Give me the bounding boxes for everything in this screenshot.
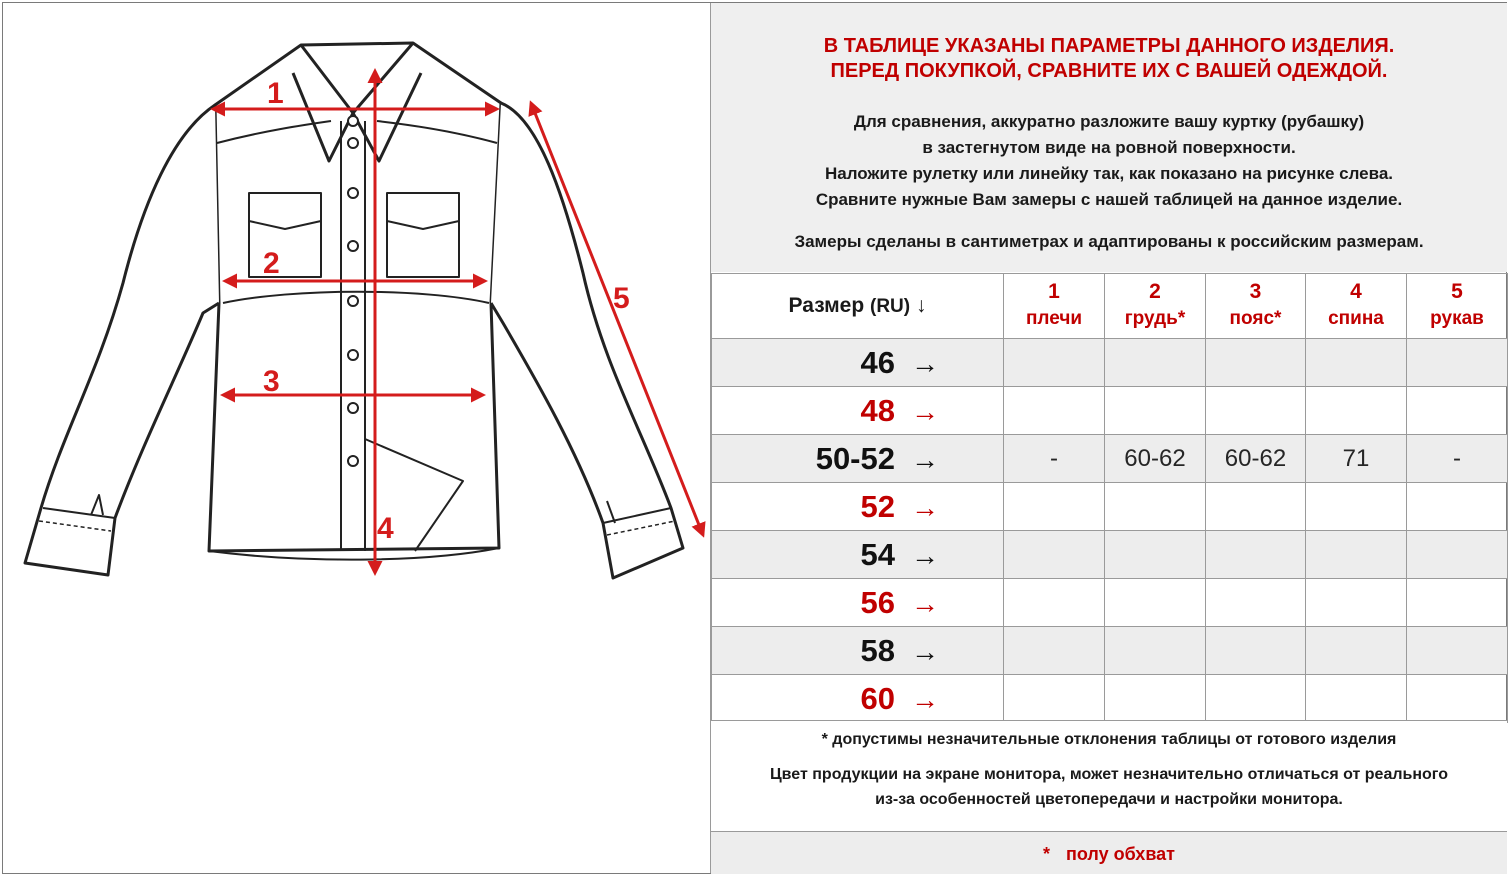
size-cell: [712, 435, 1004, 483]
column-number: 5: [1451, 280, 1463, 303]
value-cell: [1306, 531, 1407, 579]
value-cell: [1004, 675, 1105, 723]
right-arrow-icon: →: [911, 491, 939, 523]
value-cell: [1004, 483, 1105, 531]
value-cell: [1105, 531, 1206, 579]
size-value: 52: [860, 488, 895, 524]
half-girth-label: полу обхват: [1066, 844, 1175, 864]
value-cell: 60-62: [1206, 435, 1306, 483]
value-cell: [1407, 531, 1508, 579]
value-cell: [1206, 339, 1306, 387]
size-value: 56: [860, 584, 895, 620]
value-cell: [1206, 531, 1306, 579]
column-header-back: [1306, 274, 1407, 339]
instruction-line-1: Для сравнения, аккуратно разложите вашу куртку (рубашку): [853, 112, 1365, 131]
table-row: [712, 531, 1508, 579]
value-cell: [1004, 627, 1105, 675]
table-row: [712, 675, 1508, 723]
value-cell: [1105, 387, 1206, 435]
measure-label-1: 1: [267, 77, 284, 110]
right-arrow-icon: →: [911, 347, 939, 379]
right-arrow-icon: →: [911, 395, 939, 427]
table-row: [712, 387, 1508, 435]
value-cell: [1206, 627, 1306, 675]
value-cell: [1306, 387, 1407, 435]
column-header-shoulders: [1004, 274, 1105, 339]
instruction-line-2: в застегнутом виде на ровной поверхности.: [922, 138, 1296, 157]
value-cell: [1105, 579, 1206, 627]
value-cell: [1206, 675, 1306, 723]
value-cell: [1306, 675, 1407, 723]
table-row: [712, 435, 1508, 483]
table-row: [712, 339, 1508, 387]
measure-label-5: 5: [613, 282, 630, 315]
value-cell: [1306, 627, 1407, 675]
value-cell: [1004, 531, 1105, 579]
column-header-sleeve: [1407, 274, 1508, 339]
notes-box: [711, 720, 1507, 832]
column-number: 3: [1249, 280, 1262, 303]
column-label: рукав: [1430, 308, 1484, 329]
size-cell: [712, 387, 1004, 435]
size-value: 58: [860, 632, 895, 668]
value-cell: [1306, 483, 1407, 531]
value-cell: [1105, 339, 1206, 387]
column-number: 1: [1048, 280, 1060, 303]
column-number: 4: [1350, 280, 1362, 303]
size-value: 60: [860, 680, 895, 716]
footer-box: [711, 831, 1507, 874]
instruction-line-3: Наложите рулетку или линейку так, как показано на рисунке слева.: [824, 164, 1394, 183]
size-header-suffix: (RU): [870, 296, 911, 317]
size-cell: [712, 579, 1004, 627]
size-cell: [712, 675, 1004, 723]
measure-label-3: 3: [263, 365, 280, 398]
size-cell: [712, 531, 1004, 579]
value-cell: -: [1407, 435, 1508, 483]
color-note-line-2: из-за особенностей цветопередачи и настройки монитора.: [875, 791, 1343, 808]
info-box: [711, 3, 1507, 272]
title-line-2: ПЕРЕД ПОКУПКОЙ, СРАВНИТЕ ИХ С ВАШЕЙ ОДЕЖДОЙ.: [830, 60, 1388, 82]
column-header-waist: [1206, 274, 1306, 339]
column-label: плечи: [1025, 308, 1083, 329]
size-header-label: Размер: [788, 294, 865, 317]
value-cell: [1206, 483, 1306, 531]
value-cell: [1306, 339, 1407, 387]
value-cell: [1004, 579, 1105, 627]
value-cell: [1105, 627, 1206, 675]
size-column-header: [712, 274, 1004, 339]
size-value: 54: [860, 536, 895, 572]
value-cell: [1004, 387, 1105, 435]
shirt-diagram: [3, 3, 710, 873]
asterisk: *: [1043, 844, 1051, 864]
measure-label-4: 4: [377, 512, 394, 545]
shirt-diagram-panel: [3, 3, 710, 873]
column-header-chest: [1105, 274, 1206, 339]
value-cell: [1407, 579, 1508, 627]
value-cell: [1407, 675, 1508, 723]
column-number: 2: [1149, 280, 1161, 303]
value-cell: [1407, 387, 1508, 435]
value-cell: [1004, 339, 1105, 387]
deviation-note: * допустимы незначительные отклонения таблицы от готового изделия: [821, 731, 1397, 748]
units-note: Замеры сделаны в сантиметрах и адаптированы к российским размерам.: [794, 232, 1424, 251]
value-cell: [1407, 627, 1508, 675]
value-cell: [1206, 579, 1306, 627]
title-line-1: В ТАБЛИЦЕ УКАЗАНЫ ПАРАМЕТРЫ ДАННОГО ИЗДЕЛИЯ.: [823, 35, 1395, 57]
column-label: пояс*: [1229, 308, 1282, 329]
size-cell: [712, 483, 1004, 531]
value-cell: [1105, 675, 1206, 723]
footer-note: [711, 844, 1507, 865]
size-value: 48: [860, 392, 895, 428]
right-arrow-icon: →: [911, 587, 939, 619]
right-arrow-icon: →: [911, 443, 939, 475]
right-arrow-icon: →: [911, 683, 939, 715]
size-info-panel: [711, 3, 1507, 873]
value-cell: [1407, 483, 1508, 531]
size-value: 50-52: [815, 440, 895, 476]
right-arrow-icon: →: [911, 635, 939, 667]
table-row: [712, 579, 1508, 627]
value-cell: [1206, 387, 1306, 435]
size-value: 46: [860, 344, 895, 380]
color-note-line-1: Цвет продукции на экране монитора, может незначительно отличаться от реального: [769, 766, 1449, 783]
measure-label-2: 2: [263, 247, 280, 280]
value-cell: 60-62: [1105, 435, 1206, 483]
size-cell: [712, 627, 1004, 675]
instruction-line-4: Сравните нужные Вам замеры с нашей таблицей на данное изделие.: [815, 190, 1403, 209]
size-cell: [712, 339, 1004, 387]
right-arrow-icon: →: [911, 539, 939, 571]
down-arrow-icon: ↓: [915, 294, 927, 317]
size-table: [711, 273, 1508, 723]
column-label: спина: [1328, 308, 1384, 329]
value-cell: [1306, 579, 1407, 627]
value-cell: -: [1004, 435, 1105, 483]
table-row: [712, 483, 1508, 531]
table-row: [712, 627, 1508, 675]
value-cell: [1407, 339, 1508, 387]
table-header-row: [712, 274, 1508, 339]
value-cell: 71: [1306, 435, 1407, 483]
column-label: грудь*: [1124, 308, 1186, 329]
value-cell: [1105, 483, 1206, 531]
